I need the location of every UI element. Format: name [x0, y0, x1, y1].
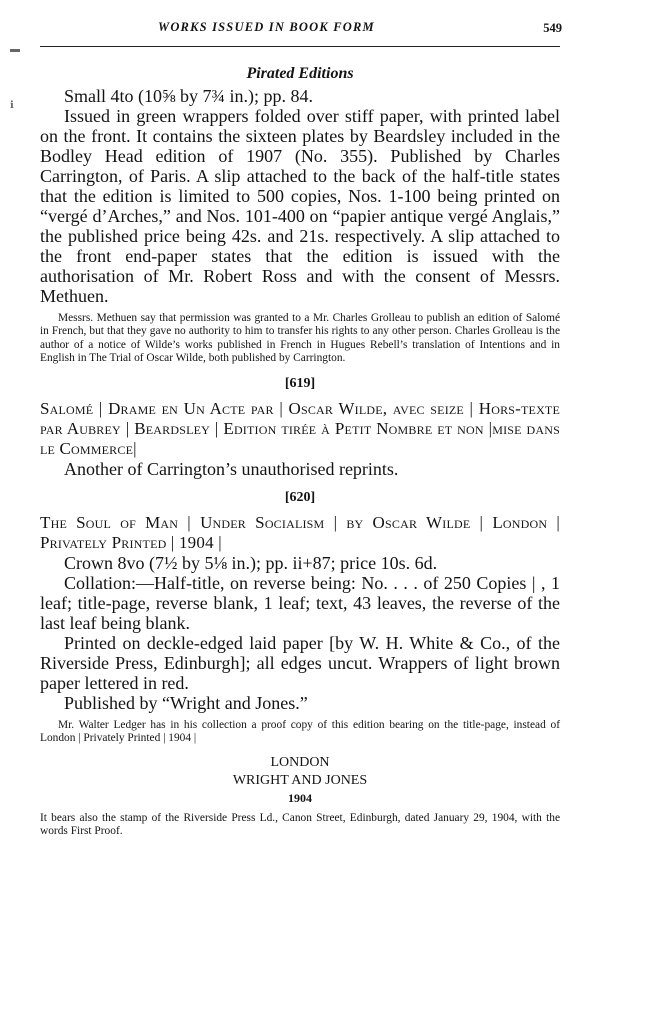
margin-mark-top: ▬ — [10, 44, 20, 55]
page-body — [40, 64, 560, 838]
entry-620-note: Mr. Walter Ledger has in his collection a proof copy of this edition bearing on the title-page, instead of London | Privately Printed | 1904 | — [40, 719, 560, 745]
prev-entry-note: Messrs. Methuen say that permission was granted to a Mr. Charles Grolleau to publish an edition of Salomé in French, but that they gave no authority to him to transfer his rights to any other person. Charles Grolleau is the author of a notice of Wilde’s works published in French in Hugues Rebell’s translation of Intentions and in English in The Trial of Oscar Wilde, both published by Carrington. — [40, 312, 560, 364]
prev-entry-description: Issued in green wrappers folded over stiff paper, with printed label on the front. It contains the sixteen plates by Beardsley included in the Bodley Head edition of 1907 (No. 355). Published by Charles Carrington, of Paris. A slip attached to the back of the half-title states that the edition is limited to 500 copies, Nos. 1-100 being printed on “vergé d’Arches,” and Nos. 101-400 on “papier antique vergé Anglais,” the published price being 42s. and 21s. respectively. A slip attached to the front end-paper states that the edition is issued with the authorisation of Mr. Robert Ross and with the consent of Messrs. Methuen. — [40, 106, 560, 306]
entry-620-published: Published by “Wright and Jones.” — [64, 693, 308, 714]
prev-entry-format: Small 4to (10⅝ by 7¾ in.); pp. 84. — [64, 86, 313, 106]
imprint-block — [40, 754, 560, 806]
margin-mark-mid: ℹ — [10, 100, 14, 111]
entry-620-stamp-note: It bears also the stamp of the Riverside Press Ld., Canon Street, Edinburgh, dated January 29, 1904, with the words First Proof. — [40, 811, 560, 838]
imprint-year: 1904 — [288, 790, 312, 805]
entry-620-collation: Collation:—Half-title, on reverse being: No. . . . of 250 Copies | , 1 leaf; title-page, reverse blank, 1 leaf; text, 43 leaves, the reverse of the last leaf being blank. — [40, 573, 560, 634]
entry-620-title: The Soul of Man | Under Socialism | by Oscar Wilde | London | Privately Printed | 1904 | — [40, 513, 560, 553]
imprint-publisher: WRIGHT AND JONES — [232, 772, 368, 788]
entry-619-title: Salomé | Drame en Un Acte par | Oscar Wilde, avec seize | Hors-texte par Aubrey | Beardsley | Edition tirée à Petit Nombre et non |mise dans le Commerce| — [40, 399, 560, 459]
entry-619-description: Another of Carrington’s unauthorised reprints. — [64, 459, 399, 480]
entry-number-620: [620] — [284, 490, 316, 506]
page-number: 549 — [543, 21, 562, 35]
running-title: WORKS ISSUED IN BOOK FORM — [158, 20, 375, 34]
entry-620-format: Crown 8vo (7½ by 5⅛ in.); pp. ii+87; price 10s. 6d. — [64, 553, 438, 574]
imprint-city: LONDON — [270, 754, 330, 770]
header-rule — [40, 46, 560, 47]
entry-number-619: [619] — [284, 376, 316, 392]
section-heading: Pirated Editions — [246, 65, 354, 82]
entry-620-printing: Printed on deckle-edged laid paper [by W. H. White & Co., of the Riverside Press, Edinburgh]; all edges uncut. Wrappers of light brown paper lettered in red. — [40, 633, 560, 694]
running-header — [40, 19, 560, 41]
